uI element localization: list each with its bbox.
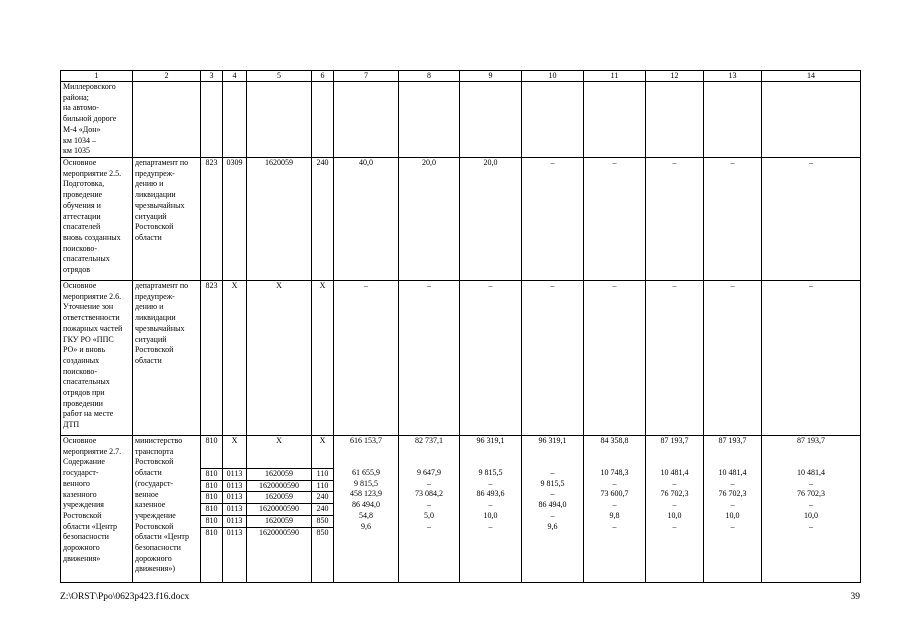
year-value-cell: 82 737,1 9 647,9 – 73 084,2 – 5,0 – [399, 436, 460, 583]
col-header: 6 [312, 71, 334, 82]
grbs-cell: 823 [201, 281, 223, 436]
document-file-path: Z:\ORST\Ppo\0623p423.f16.docx [60, 592, 190, 602]
year-value-cell: 96 319,1 9 815,5 – 86 493,6 – 10,0 – [460, 436, 522, 583]
year-value-cell: – [522, 281, 584, 436]
col-header: 14 [762, 71, 861, 82]
year-value-cell: – [646, 158, 704, 281]
total-cell: 40,0 [334, 158, 399, 281]
col-header: 10 [522, 71, 584, 82]
col-header: 7 [334, 71, 399, 82]
expense-type-cell: 240 [312, 158, 334, 281]
executor-cell: департамент по предупреж- дению и ликвидации чрезвычайных ситуаций Ростовской области [133, 158, 201, 281]
year-value-cell: 96 319,1 – 9 815,5 – 86 494,0 – 9,6 [522, 436, 584, 583]
activity-cell: Основное мероприятие 2.6. Уточнение зон ответственности пожарных частей ГКУ РО «ППС РО» и вновь созданных поисково- спасательных отрядов при проведении работ на месте ДТП [61, 281, 133, 436]
section-cell: Х 0113 0113 0113 0113 0113 0113 [223, 436, 247, 583]
table-row [61, 158, 861, 281]
grbs-cell: 823 [201, 158, 223, 281]
year-value-cell: – [399, 281, 460, 436]
table-row [61, 281, 861, 436]
year-value-cell: 87 193,7 10 481,4 – 76 702,3 – 10,0 – [704, 436, 762, 583]
year-value-cell: – [522, 158, 584, 281]
section-cell: Х [223, 281, 247, 436]
total-cell: – [334, 281, 399, 436]
col-header: 12 [646, 71, 704, 82]
year-value-cell: – [646, 281, 704, 436]
col-header: 5 [247, 71, 312, 82]
activity-cell: Основное мероприятие 2.5. Подготовка, проведение обучения и аттестации спасателей вновь созданных поисково- спасательных отрядов [61, 158, 133, 281]
year-value-cell: – [704, 158, 762, 281]
table-row [61, 82, 861, 158]
year-value-cell: – [584, 281, 646, 436]
target-article-cell: 1620059 [247, 158, 312, 281]
year-value-cell: – [460, 281, 522, 436]
col-header: 11 [584, 71, 646, 82]
page-number: 39 [850, 592, 860, 602]
col-header: 9 [460, 71, 522, 82]
col-header: 3 [201, 71, 223, 82]
year-value-cell: – [762, 158, 861, 281]
grbs-cell: 810 810 810 810 810 810 810 [201, 436, 223, 583]
year-value-cell: – [584, 158, 646, 281]
expense-type-cell: Х 110 110 240 240 850 850 [312, 436, 334, 583]
col-header: 1 [61, 71, 133, 82]
expense-type-cell: Х [312, 281, 334, 436]
year-value-cell: 20,0 [399, 158, 460, 281]
executor-cell: министерство транспорта Ростовской области (государст- венное казенное учреждение Ростовской области «Центр безопасности дорожного движения») [133, 436, 201, 583]
col-header: 8 [399, 71, 460, 82]
year-value-cell: 87 193,7 10 481,4 – 76 702,3 – 10,0 – [762, 436, 861, 583]
col-header: 13 [704, 71, 762, 82]
total-cell: 616 153,7 61 655,9 9 815,5 458 123,9 86 494,0 54,8 9,6 [334, 436, 399, 583]
col-header: 2 [133, 71, 201, 82]
year-value-cell: – [762, 281, 861, 436]
target-article-cell: Х 1620059 1620000590 1620059 1620000590 1620059 1620000590 [247, 436, 312, 583]
column-number-row [61, 71, 861, 82]
year-value-cell: 87 193,7 10 481,4 – 76 702,3 – 10,0 – [646, 436, 704, 583]
col-header: 4 [223, 71, 247, 82]
section-cell: 0309 [223, 158, 247, 281]
year-value-cell: 20,0 [460, 158, 522, 281]
program-table [60, 70, 861, 583]
year-value-cell: 84 358,8 10 748,3 – 73 600,7 – 9,8 – [584, 436, 646, 583]
table-row [61, 436, 861, 583]
activity-cell: Миллеровского района; на автомо- бильной дороге М-4 «Дон» км 1034 – км 1035 [61, 82, 133, 158]
executor-cell: департамент по предупреж- дению и ликвидации чрезвычайных ситуаций Ростовской области [133, 281, 201, 436]
target-article-cell: Х [247, 281, 312, 436]
year-value-cell: – [704, 281, 762, 436]
activity-cell: Основное мероприятие 2.7. Содержание государст- венного казенного учреждения Ростовской области «Центр безопасности дорожного движения» [61, 436, 133, 583]
